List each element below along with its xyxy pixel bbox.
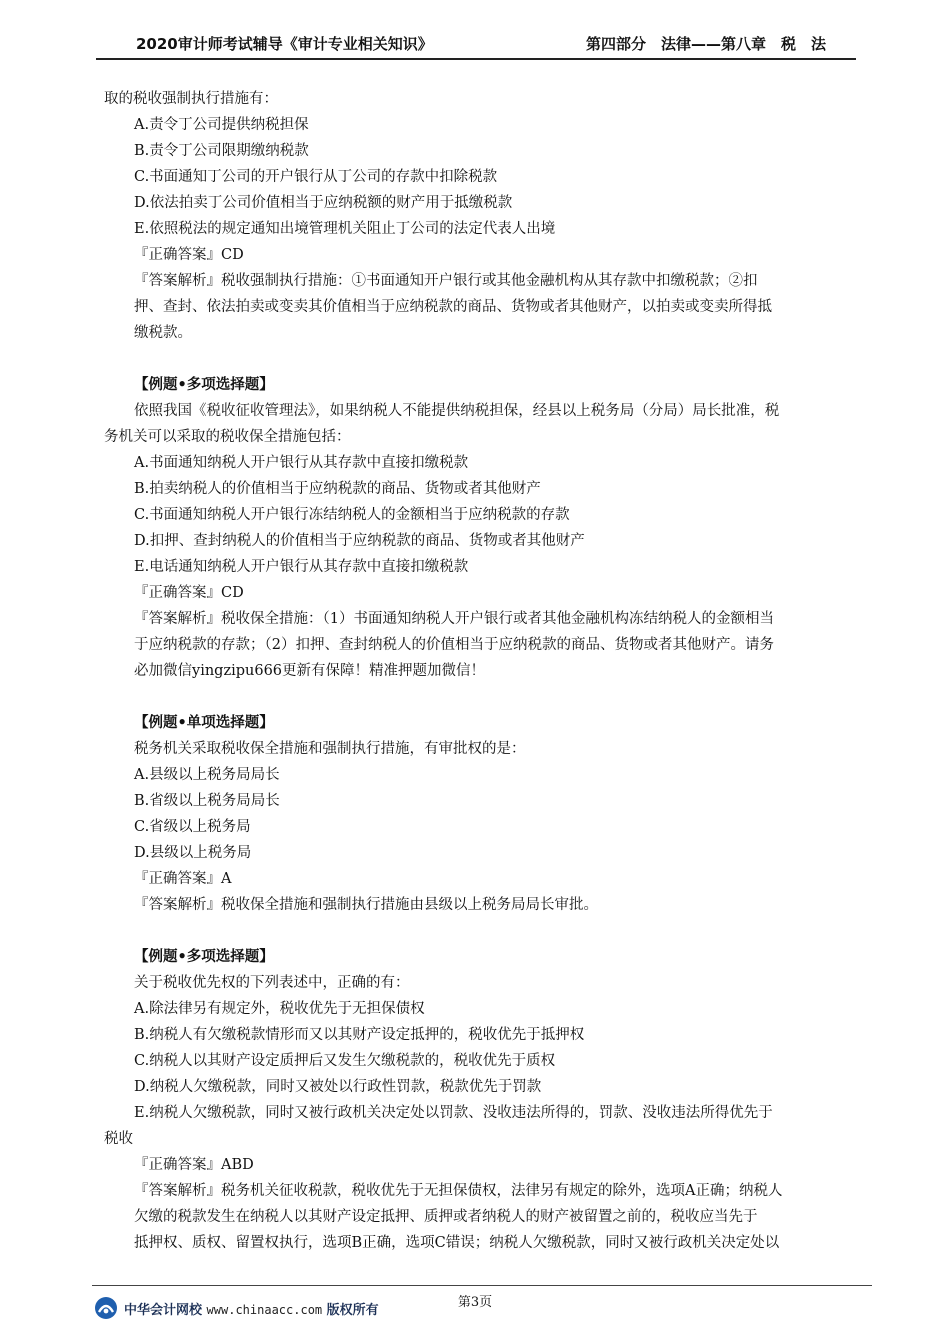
text-line: 『正确答案』A: [134, 871, 232, 887]
text-line: 务机关可以采取的税收保全措施包括：: [104, 429, 351, 445]
text-line: D.县级以上税务局: [134, 845, 252, 861]
text-line: 税收: [104, 1131, 133, 1147]
text-line: D.扣押、查封纳税人的价值相当于应纳税款的商品、货物或者其他财产: [134, 533, 585, 549]
brand-name: 中华会计网校: [124, 1303, 203, 1318]
text-line: E.依照税法的规定通知出境管理机关阻止丁公司的法定代表人出境: [134, 221, 556, 237]
copyright-text: 版权所有: [326, 1303, 379, 1318]
document-body: [104, 86, 849, 1256]
text-line: D.依法拍卖丁公司价值相当于应纳税额的财产用于抵缴税款: [134, 195, 513, 211]
text-line: E.纳税人欠缴税款，同时又被行政机关决定处以罚款、没收违法所得的，罚款、没收违法所得优先于: [134, 1105, 773, 1121]
text-line: 『正确答案』ABD: [134, 1157, 254, 1173]
text-line: E.电话通知纳税人开户银行从其存款中直接扣缴税款: [134, 559, 469, 575]
header-chapter: 第四部分 法律——第八章 税 法: [585, 35, 826, 53]
text-line: B.省级以上税务局局长: [134, 793, 280, 809]
footer-divider: [92, 1285, 872, 1286]
question-heading: 【例题•多项选择题】: [134, 376, 274, 393]
text-line: 押、查封、依法拍卖或变卖其价值相当于应纳税款的商品、货物或者其他财产，以拍卖或变卖所得抵: [134, 299, 772, 315]
text-line: C.书面通知丁公司的开户银行从丁公司的存款中扣除税款: [134, 169, 498, 185]
text-line: 『答案解析』税务机关征收税款，税收优先于无担保债权，法律另有规定的除外，选项A正确；纳税人: [134, 1183, 783, 1199]
text-line: B.纳税人有欠缴税款情形而又以其财产设定抵押的，税收优先于抵押权: [134, 1027, 585, 1043]
text-line: 依照我国《税收征收管理法》，如果纳税人不能提供纳税担保，经县以上税务局（分局）局长批准，税: [134, 403, 780, 419]
logo-icon: [94, 1296, 118, 1320]
brand-url: www.chinaacc.com: [206, 1303, 323, 1317]
text-line: 抵押权、质权、留置权执行，选项B正确，选项C错误；纳税人欠缴税款，同时又被行政机关决定处以: [134, 1235, 780, 1251]
paragraph-gap: [104, 346, 849, 372]
page-number: 第3页: [457, 1295, 493, 1310]
text-line: A.责令丁公司提供纳税担保: [134, 117, 309, 133]
paragraph-gap: [104, 918, 849, 944]
text-line: 『答案解析』税收强制执行措施：①书面通知开户银行或其他金融机构从其存款中扣缴税款；②扣: [134, 273, 758, 289]
text-line: C.省级以上税务局: [134, 819, 251, 835]
text-line: 『答案解析』税收保全措施：（1）书面通知纳税人开户银行或者其他金融机构冻结纳税人的金额相当: [134, 611, 774, 627]
header-title: 2020审计师考试辅导《审计专业相关知识》: [136, 35, 433, 53]
text-line: 『正确答案』CD: [134, 585, 244, 601]
text-line: 必加微信yingzipu666更新有保障！精准押题加微信！: [134, 663, 486, 679]
text-line: A.县级以上税务局局长: [134, 767, 280, 783]
footer-logo: [94, 1293, 394, 1323]
text-line: 取的税收强制执行措施有：: [104, 91, 278, 107]
text-line: B.拍卖纳税人的价值相当于应纳税款的商品、货物或者其他财产: [134, 481, 541, 497]
text-line: 欠缴的税款发生在纳税人以其财产设定抵押、质押或者纳税人的财产被留置之前的，税收应当先于: [134, 1209, 758, 1225]
text-line: A.除法律另有规定外，税收优先于无担保债权: [134, 1001, 425, 1017]
question-heading: 【例题•单项选择题】: [134, 714, 274, 731]
question-heading: 【例题•多项选择题】: [134, 948, 274, 965]
text-line: C.纳税人以其财产设定质押后又发生欠缴税款的，税收优先于质权: [134, 1053, 556, 1069]
text-line: D.纳税人欠缴税款，同时又被处以行政性罚款，税款优先于罚款: [134, 1079, 542, 1095]
page-header: [96, 30, 856, 60]
text-line: 『正确答案』CD: [134, 247, 244, 263]
text-line: 『答案解析』税收保全措施和强制执行措施由县级以上税务局局长审批。: [134, 897, 598, 913]
paragraph-gap: [104, 684, 849, 710]
text-line: 于应纳税款的存款；（2）扣押、查封纳税人的价值相当于应纳税款的商品、货物或者其他财产。请务: [134, 637, 774, 653]
text-line: C.书面通知纳税人开户银行冻结纳税人的金额相当于应纳税款的存款: [134, 507, 570, 523]
text-line: B.责令丁公司限期缴纳税款: [134, 143, 309, 159]
text-line: 缴税款。: [134, 325, 192, 341]
text-line: A.书面通知纳税人开户银行从其存款中直接扣缴税款: [134, 455, 469, 471]
text-line: 税务机关采取税收保全措施和强制执行措施，有审批权的是：: [134, 741, 526, 757]
text-line: 关于税收优先权的下列表述中，正确的有：: [134, 975, 410, 991]
